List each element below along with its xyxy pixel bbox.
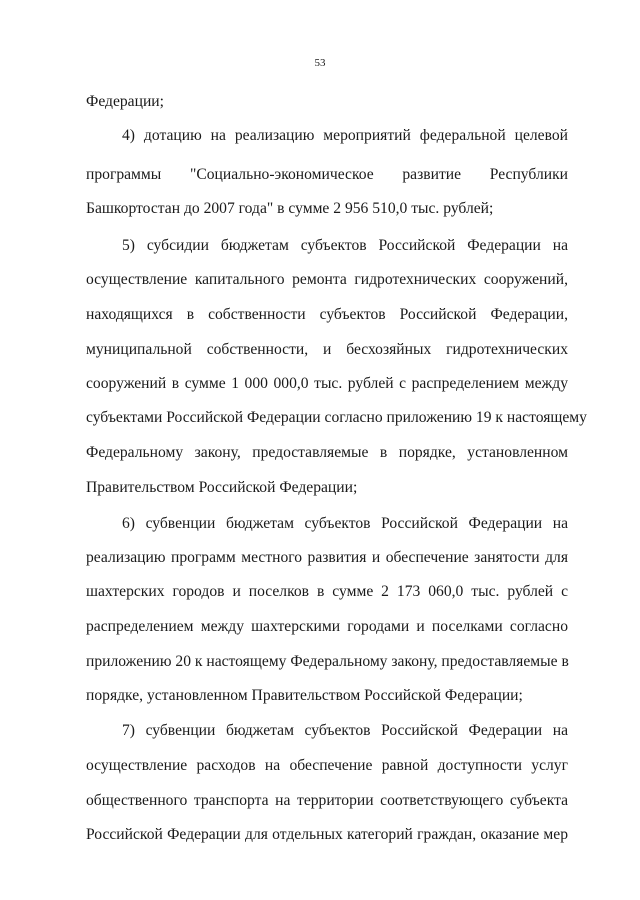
text-line: распределением между шахтерскими городами и поселками согласно [86, 618, 568, 635]
text-line: субъектами Российской Федерации согласно приложению 19 к настоящему [86, 409, 587, 426]
text-line: осуществление капитального ремонта гидротехнических сооружений, [86, 271, 568, 288]
text-line: приложению 20 к настоящему Федеральному закону, предоставляемые в [86, 653, 569, 670]
text-line: осуществление расходов на обеспечение равной доступности услуг [86, 757, 568, 774]
page-number: 53 [314, 57, 326, 69]
text-line: Российской Федерации для отдельных категорий граждан, оказание мер [86, 826, 568, 843]
text-line: Федеральному закону, предоставляемые в порядке, установленном [86, 444, 568, 461]
text-line: шахтерских городов и поселков в сумме 2 173 060,0 тыс. рублей с [86, 583, 568, 600]
text-line: сооружений в сумме 1 000 000,0 тыс. рублей с распределением между [86, 375, 568, 392]
paragraph-7-first-line: 7) субвенции бюджетам субъектов Российской Федерации на [122, 722, 568, 739]
paragraph-5-first-line: 5) субсидии бюджетам субъектов Российской Федерации на [122, 237, 568, 254]
paragraph-6-first-line: 6) субвенции бюджетам субъектов Российской Федерации на [122, 515, 568, 532]
text-line: реализацию программ местного развития и обеспечение занятости для [86, 549, 568, 566]
text-line: находящихся в собственности субъектов Российской Федерации, [86, 306, 568, 323]
paragraph-4-first-line: 4) дотацию на реализацию мероприятий федеральной целевой [122, 127, 568, 144]
text-line: программы "Социально-экономическое развитие Республики [86, 166, 568, 183]
text-line: общественного транспорта на территории соответствующего субъекта [86, 792, 568, 809]
text-line: Башкортостан до 2007 года" в сумме 2 956 510,0 тыс. рублей; [86, 200, 494, 217]
text-line: порядке, установленном Правительством Российской Федерации; [86, 687, 523, 704]
text-line: муниципальной собственности, и бесхозяйных гидротехнических [86, 341, 568, 358]
text-line: Правительством Российской Федерации; [86, 479, 358, 496]
text-line: Федерации; [86, 93, 164, 110]
